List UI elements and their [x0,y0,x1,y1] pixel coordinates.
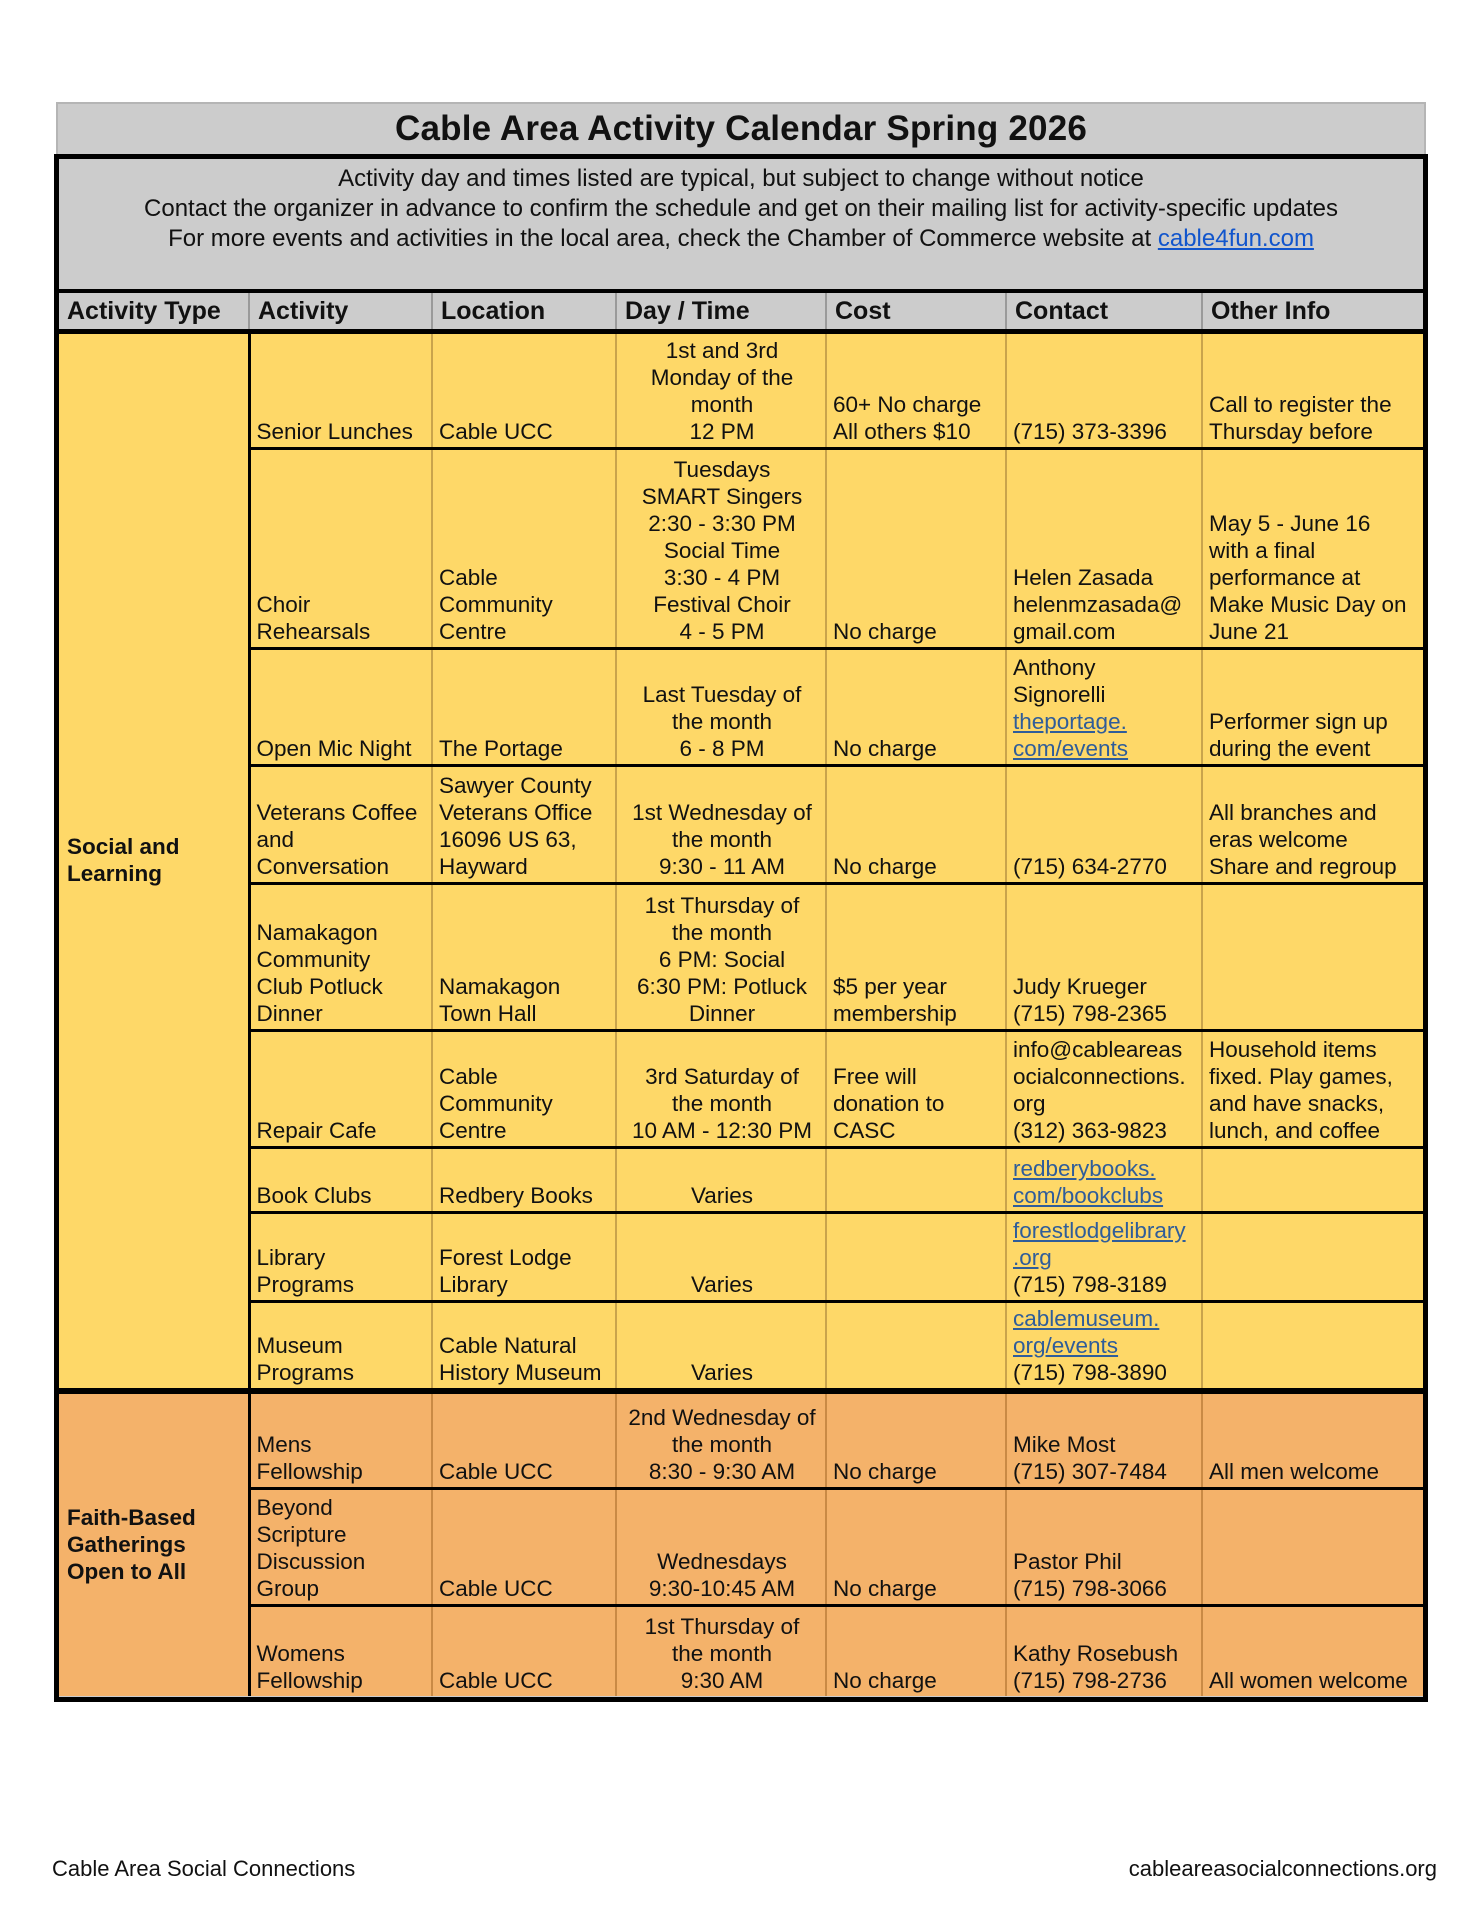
contact-line: org [1013,1090,1046,1116]
cell-line: Library [256,1244,326,1270]
location-cell [432,1030,616,1147]
cell-line: Cable UCC [439,418,553,444]
cell-line: Library [439,1271,508,1297]
cell-line: Community [439,1090,553,1116]
contact-line: Judy Krueger [1013,973,1147,999]
contact-cell [1006,1147,1202,1212]
activity-type-cell [59,331,249,1391]
cell-line: Group [256,1575,320,1601]
contact-link[interactable]: redberybooks. [1013,1155,1156,1181]
cell-line: 6 - 8 PM [679,735,765,761]
chamber-website-link[interactable]: cable4fun.com [1157,225,1314,252]
table-row [59,1391,1423,1488]
cell-line: Dinner [256,1000,323,1026]
cell-line: The Portage [439,735,563,761]
activity-cell [249,765,432,883]
table-row [59,883,1423,1030]
cell-line: 3:30 - 4 PM [663,564,781,590]
cell-line: Forest Lodge [439,1244,572,1270]
cell-line: Learning [67,860,163,886]
cost-cell [826,448,1006,648]
contact-line: (715) 798-2365 [1013,1000,1167,1026]
cell-line: 3rd Saturday of [645,1063,799,1089]
table-row [59,1147,1423,1212]
day-time-cell [616,1030,826,1147]
activity-cell [249,1030,432,1147]
cell-line: 1st Thursday of [644,1614,800,1639]
location-cell [432,448,616,648]
cell-line: month [690,391,754,417]
contact-line: (715) 798-2736 [1013,1668,1167,1693]
day-time-cell [616,1488,826,1605]
contact-line: (312) 363-9823 [1013,1117,1167,1143]
activity-cell [249,1147,432,1212]
cell-line: Mens [256,1431,312,1457]
cell-line: Womens [256,1641,345,1666]
cell-line: Repair Cafe [256,1117,377,1143]
table-row [59,648,1423,765]
cell-line: Varies [690,1271,754,1297]
activity-type-cell [59,1391,249,1696]
contact-line: (715) 307-7484 [1013,1458,1167,1484]
activity-cell [249,331,432,448]
cell-line: eras welcome [1209,826,1348,852]
contact-cell [1006,1212,1202,1301]
column-header-location: Location [432,291,616,331]
cost-cell [826,1605,1006,1696]
cell-line: Last Tuesday of [642,681,802,707]
day-time-cell [616,448,826,648]
cell-line: Cable [439,564,498,590]
cell-line: No charge [833,853,937,879]
cell-line: Choir [256,591,311,617]
day-time-cell [616,883,826,1030]
contact-line: info@cableareas [1013,1036,1183,1062]
day-time-cell [616,1147,826,1212]
cost-cell [826,1391,1006,1488]
activity-cell [249,1605,432,1696]
location-cell [432,1488,616,1605]
activity-cell [249,1301,432,1391]
activity-cell [249,1212,432,1301]
cell-line: Museum [256,1333,343,1358]
cell-line: Tuesdays [673,456,771,482]
day-time-cell [616,1212,826,1301]
cost-cell [826,1147,1006,1212]
contact-line: (715) 798-3189 [1013,1271,1167,1297]
cell-line: lunch, and coffee [1209,1117,1380,1143]
cell-line: $5 per year [833,973,947,999]
other-info-cell [1202,1147,1423,1212]
cell-line: Book Clubs [256,1182,372,1208]
contact-link[interactable]: theportage. [1013,708,1127,734]
cell-line: Community [439,591,553,617]
column-header-activity: Activity [249,291,432,331]
cell-line: All women welcome [1209,1668,1408,1693]
note-line-1: Activity day and times listed are typical, but subject to change without notice [338,165,1144,192]
column-header-activity-type: Activity Type [59,291,249,331]
location-cell [432,1147,616,1212]
cell-line: 1st and 3rd [665,337,779,363]
cell-line: fixed. Play games, [1209,1063,1393,1089]
cell-line: Namakagon [256,919,378,945]
cell-line: Beyond [256,1494,333,1520]
other-info-cell [1202,1030,1423,1147]
table-row [59,1212,1423,1301]
cost-cell [826,883,1006,1030]
cell-line: Varies [690,1360,754,1385]
other-info-cell [1202,331,1423,448]
location-cell [432,883,616,1030]
column-header-other-info: Other Info [1202,291,1423,331]
cell-line: Senior Lunches [256,418,413,444]
contact-link[interactable]: com/events [1013,735,1129,761]
location-cell [432,648,616,765]
cell-line: 10 AM - 12:30 PM [631,1117,813,1143]
day-time-cell [616,1301,826,1391]
table-row [59,448,1423,648]
cell-line: Namakagon [439,973,561,999]
contact-line: Pastor Phil [1013,1548,1122,1574]
contact-cell [1006,331,1202,448]
table-row [59,331,1423,448]
cell-line: Community [256,946,371,972]
contact-link[interactable]: cablemuseum. [1013,1306,1160,1331]
contact-line: (715) 373-3396 [1013,418,1167,444]
contact-cell [1006,1391,1202,1488]
cost-cell [826,1488,1006,1605]
cell-line: the month [671,1641,773,1666]
other-info-cell [1202,1301,1423,1391]
day-time-cell [616,331,826,448]
cell-line: the month [671,708,773,734]
cell-line: 2nd Wednesday of [628,1404,816,1430]
other-info-cell [1202,765,1423,883]
location-cell [432,765,616,883]
contact-link[interactable]: org/events [1013,1333,1119,1358]
location-cell [432,1605,616,1696]
cell-line: Rehearsals [256,618,371,644]
cost-cell [826,765,1006,883]
cell-line: History Museum [439,1360,602,1385]
table-row [59,1605,1423,1696]
cell-line: Fellowship [256,1458,363,1484]
cell-line: and have snacks, [1209,1090,1385,1116]
cell-line: 2:30 - 3:30 PM [648,510,796,536]
cell-line: Cable UCC [439,1458,553,1484]
cell-line: Redbery Books [439,1182,593,1208]
table-row [59,1301,1423,1391]
cell-line: CASC [833,1117,896,1143]
cell-line: Open to All [67,1558,187,1584]
cell-line: Centre [439,1117,507,1143]
activity-cell [249,883,432,1030]
cell-line: Scripture [256,1521,347,1547]
cell-line: Discussion [256,1548,366,1574]
day-time-cell [616,1391,826,1488]
cell-line: Social and [67,833,180,859]
cell-line: Varies [690,1182,754,1208]
cell-line: 16096 US 63, [439,826,577,852]
cell-line: SMART Singers [641,483,803,509]
cell-line: 8:30 - 9:30 AM [648,1458,796,1484]
cell-line: 9:30 AM [680,1668,764,1693]
note-line-3-text: For more events and activities in the local area, check the Chamber of Commerce website at [168,225,1158,252]
other-info-cell [1202,1391,1423,1488]
column-header-contact: Contact [1006,291,1202,331]
footer-organization: Cable Area Social Connections [52,1856,356,1881]
contact-line: Mike Most [1013,1431,1116,1457]
cell-line: Programs [256,1360,355,1385]
cell-line: 60+ No charge [833,391,982,417]
cell-line: Monday of the [650,364,794,390]
note-line-2: Contact the organizer in advance to confirm the schedule and get on their mailing list for activity-specific updates [144,195,1338,222]
cost-cell [826,331,1006,448]
contact-link[interactable]: com/bookclubs [1013,1182,1164,1208]
contact-line: ocialconnections. [1013,1063,1186,1089]
cell-line: Thursday before [1209,418,1373,444]
contact-line: (715) 634-2770 [1013,853,1167,879]
cell-line: 12 PM [689,418,755,444]
cell-line: the month [671,1431,773,1457]
cell-line: Veterans Office [439,799,593,825]
cell-line: during the event [1209,735,1371,761]
cell-line: Performer sign up [1209,708,1388,734]
other-info-cell [1202,648,1423,765]
contact-line: helenmzasada@ [1013,591,1183,617]
contact-cell [1006,1488,1202,1605]
cell-line: Social Time [663,537,781,563]
contact-cell [1006,765,1202,883]
cell-line: No charge [833,735,937,761]
contact-line: (715) 798-3066 [1013,1575,1167,1601]
cell-line: 6:30 PM: Potluck [636,973,808,999]
cell-line: Faith-Based [67,1504,196,1530]
cell-line: Free will [833,1063,917,1089]
cell-line: June 21 [1209,618,1290,644]
table-row [59,1030,1423,1147]
notes-section [59,159,1423,289]
cell-line: May 5 - June 16 [1209,510,1371,536]
activity-table [59,289,1423,1696]
cell-line: the month [671,919,773,945]
cost-cell [826,1301,1006,1391]
cell-line: No charge [833,1668,937,1693]
cell-line: Household items [1209,1036,1377,1062]
cell-line: No charge [833,1458,937,1484]
cell-line: Sawyer County [439,772,592,798]
cell-line: Festival Choir [653,591,791,617]
contact-cell [1006,883,1202,1030]
contact-line: gmail.com [1013,618,1116,644]
contact-link[interactable]: .org [1013,1244,1052,1270]
cell-line: Town Hall [439,1000,537,1026]
footer-website[interactable]: cableareasocialconnections.org [1128,1856,1437,1881]
cell-line: 4 - 5 PM [679,618,765,644]
activity-cell [249,448,432,648]
activity-cell [249,1488,432,1605]
cell-line: membership [833,1000,957,1026]
cell-line: Hayward [439,853,528,879]
cell-line: 9:30-10:45 AM [648,1575,796,1601]
contact-line: Anthony [1013,654,1096,680]
column-header-cost: Cost [826,291,1006,331]
cell-line: All branches and [1209,799,1377,825]
table-row [59,1488,1423,1605]
cell-line: Club Potluck [256,973,383,999]
cell-line: No charge [833,618,937,644]
cell-line: All men welcome [1209,1458,1380,1484]
cell-line: the month [671,1090,773,1116]
cell-line: Share and regroup [1209,853,1397,879]
day-time-cell [616,648,826,765]
cell-line: the month [671,826,773,852]
contact-line: (715) 798-3890 [1013,1360,1167,1385]
cell-line: 6 PM: Social [658,946,786,972]
other-info-cell [1202,883,1423,1030]
cell-line: Centre [439,618,507,644]
cell-line: Cable UCC [439,1575,553,1601]
cell-line: 1st Wednesday of [632,799,812,825]
cell-line: Cable Natural [439,1333,577,1358]
contact-cell [1006,448,1202,648]
cell-line: Programs [256,1271,355,1297]
activity-cell [249,648,432,765]
activity-cell [249,1391,432,1488]
page-title: Cable Area Activity Calendar Spring 2026 [56,102,1426,154]
calendar-frame [54,154,1428,1702]
cell-line: Open Mic Night [256,735,412,761]
contact-cell [1006,1605,1202,1696]
cell-line: Conversation [256,853,390,879]
contact-link[interactable]: forestlodgelibrary [1013,1217,1186,1243]
contact-cell [1006,1301,1202,1391]
contact-cell [1006,1030,1202,1147]
contact-line: Signorelli [1013,681,1106,707]
contact-cell [1006,648,1202,765]
cell-line: Wednesdays [657,1548,787,1574]
other-info-cell [1202,448,1423,648]
cell-line: and [256,826,295,852]
cell-line: 9:30 - 11 AM [659,853,785,879]
cell-line: 1st Thursday of [644,892,800,918]
location-cell [432,331,616,448]
day-time-cell [616,1605,826,1696]
other-info-cell [1202,1212,1423,1301]
cell-line: Call to register the [1209,391,1392,417]
cell-line: Make Music Day on [1209,591,1407,617]
cell-line: Gatherings [67,1531,186,1557]
location-cell [432,1391,616,1488]
cell-line: with a final [1209,537,1316,563]
cell-line: performance at [1209,564,1361,590]
table-row [59,765,1423,883]
cell-line: Cable [439,1063,498,1089]
cell-line: Dinner [688,1000,756,1026]
cost-cell [826,1212,1006,1301]
other-info-cell [1202,1488,1423,1605]
column-header-day-time: Day / Time [616,291,826,331]
cost-cell [826,648,1006,765]
cell-line: Fellowship [256,1668,363,1693]
cost-cell [826,1030,1006,1147]
contact-line: Kathy Rosebush [1013,1641,1179,1666]
cell-line: Veterans Coffee [256,799,418,825]
cell-line: All others $10 [833,418,971,444]
cell-line: donation to [833,1090,945,1116]
other-info-cell [1202,1605,1423,1696]
contact-line: Helen Zasada [1013,564,1154,590]
table-header-row [59,291,1423,331]
day-time-cell [616,765,826,883]
location-cell [432,1212,616,1301]
cell-line: No charge [833,1575,937,1601]
note-line-3 [59,224,1423,254]
location-cell [432,1301,616,1391]
cell-line: Cable UCC [439,1668,553,1693]
